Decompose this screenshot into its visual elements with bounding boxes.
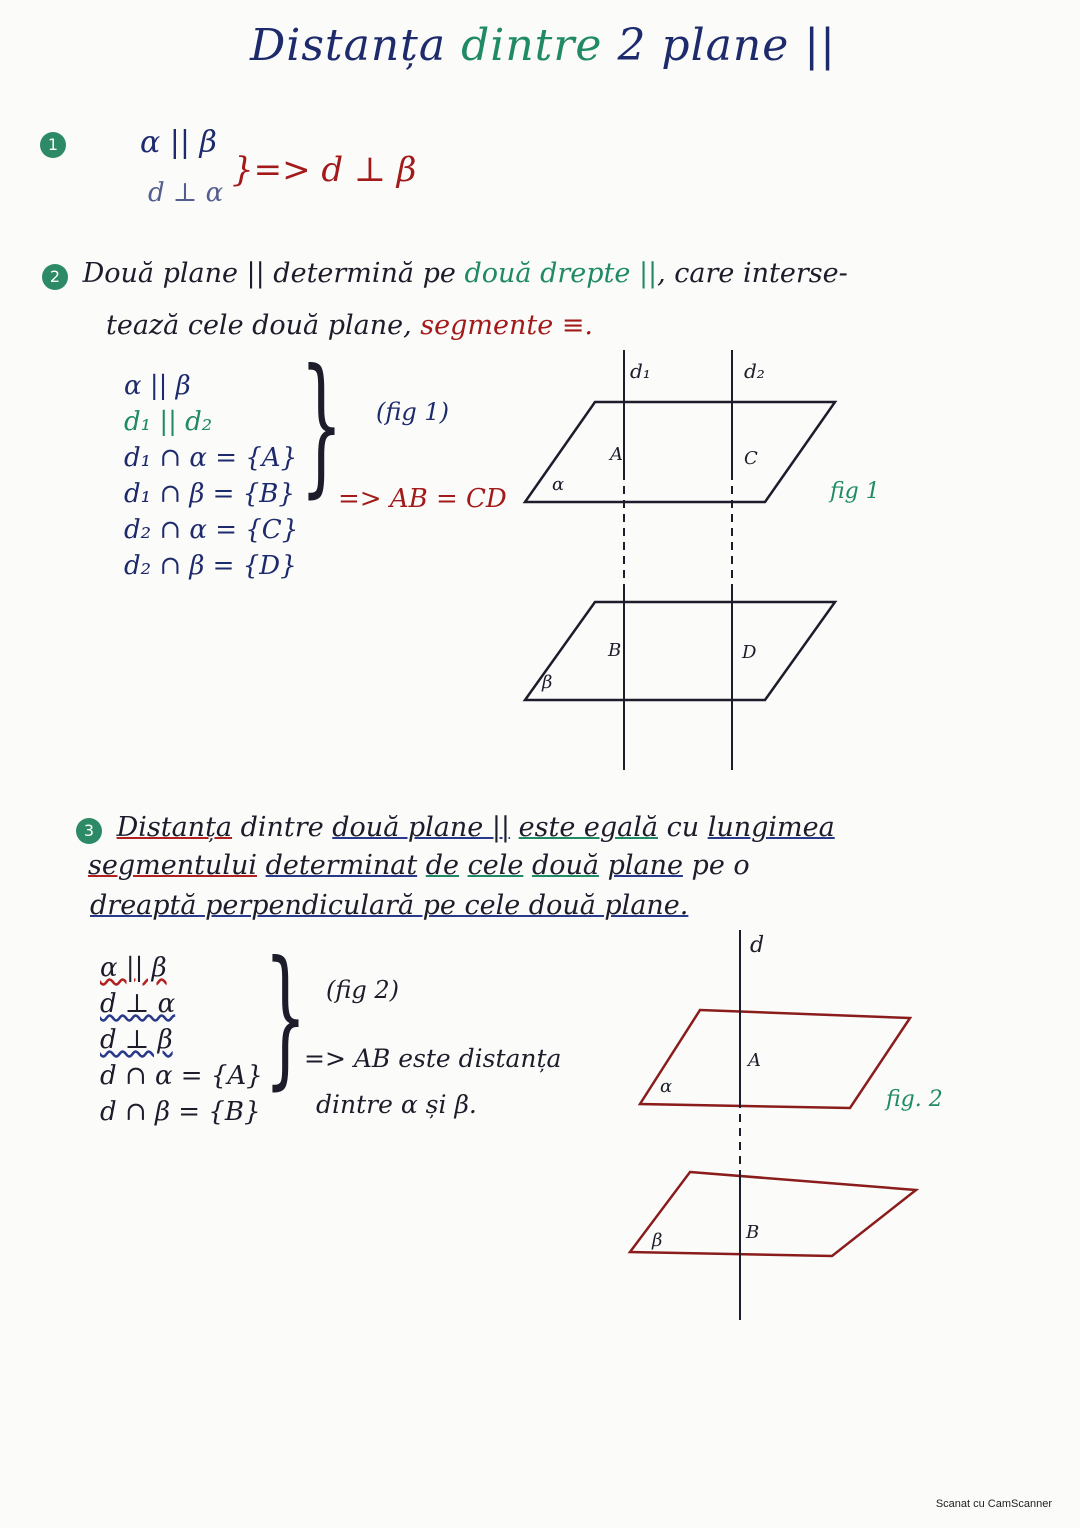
- section-2-line-2: [106, 310, 593, 341]
- condition-4: d₁ ∩ β = {B}: [124, 479, 295, 509]
- label-d1: d₁: [630, 359, 651, 383]
- title-part-1: Distanța: [250, 20, 447, 71]
- condition-6: d₂ ∩ β = {D}: [124, 551, 297, 581]
- section-2-text-a: Două plane || determină pe: [82, 258, 456, 289]
- section-3-text-1c: două plane ||: [332, 812, 511, 843]
- condition-3-4: d ∩ α = {A}: [100, 1061, 263, 1091]
- point-C: C: [744, 448, 758, 469]
- point-B-2: B: [746, 1222, 760, 1243]
- page-title: [250, 20, 836, 71]
- section-3-line-1: [76, 812, 835, 844]
- point-D: D: [742, 642, 757, 663]
- section-2-number: 2: [42, 264, 68, 290]
- figure-1: [500, 340, 940, 780]
- section-3-line-2: [88, 850, 750, 881]
- section-1-badge: [40, 132, 72, 158]
- label-alpha-2: α: [660, 1076, 673, 1097]
- condition-3: d₁ ∩ α = {A}: [124, 443, 298, 473]
- figure-2: [600, 920, 980, 1340]
- point-A-2: A: [748, 1050, 761, 1071]
- label-d2: d₂: [744, 359, 765, 383]
- section-3-text-2f: plane: [607, 850, 683, 881]
- section-1-line-2: d ⊥ α: [148, 178, 224, 208]
- label-beta: β: [542, 672, 553, 693]
- section-3-text-1a: Distanța: [116, 812, 233, 843]
- section-3-text-2a: segmentului: [88, 850, 257, 881]
- section-3-text-1d: este egală: [518, 812, 658, 843]
- label-beta-2: β: [652, 1230, 663, 1251]
- section-2-text-d: tează cele două plane,: [106, 310, 412, 341]
- plane-alpha-2: [640, 1010, 910, 1108]
- condition-3-1: α || β: [100, 953, 167, 983]
- section-2-brace: }: [300, 338, 343, 512]
- section-3-text-2e: două: [531, 850, 599, 881]
- section-3-text-2g: pe o: [691, 850, 750, 881]
- fig-1-label: fig 1: [830, 479, 880, 504]
- condition-1: α || β: [124, 371, 191, 401]
- section-2-text-c: , care interse-: [657, 258, 848, 289]
- point-B: B: [608, 640, 622, 661]
- section-2-text-b: două drepte ||: [464, 258, 658, 289]
- section-3-result-2: dintre α și β.: [316, 1090, 477, 1119]
- plane-beta: [525, 602, 835, 700]
- section-3-result-1: => AB este distanța: [304, 1044, 562, 1073]
- plane-alpha: [525, 402, 835, 502]
- point-A: A: [610, 444, 623, 465]
- label-alpha: α: [552, 474, 565, 495]
- section-3-line-3: dreaptă perpendiculară pe cele două plane.: [90, 890, 689, 921]
- section-3-brace: }: [264, 930, 307, 1104]
- scanner-footer: Scanat cu CamScanner: [935, 1498, 1052, 1510]
- section-2-text-e: segmente ≡.: [420, 310, 594, 341]
- section-3-text-1b: dintre: [240, 812, 324, 843]
- section-2-result: => AB = CD: [338, 484, 507, 514]
- section-3-text-2d: cele: [467, 850, 524, 881]
- plane-beta-2: [630, 1172, 916, 1256]
- fig-2-label: fig. 2: [886, 1087, 943, 1112]
- condition-2: d₁ || d₂: [124, 407, 213, 437]
- section-2-conditions: [124, 368, 298, 584]
- condition-3-5: d ∩ β = {B}: [100, 1097, 261, 1127]
- section-2-line-1: [42, 258, 848, 290]
- section-3-number: 3: [76, 818, 102, 844]
- condition-3-3: d ⊥ β: [100, 1025, 173, 1055]
- section-1-result: }=> d ⊥ β: [232, 150, 417, 190]
- label-d: d: [750, 933, 765, 958]
- section-1-number: 1: [40, 132, 66, 158]
- section-3-fig-ref: (fig 2): [326, 976, 399, 1004]
- title-part-2: dintre: [461, 20, 603, 71]
- section-2-fig-ref: (fig 1): [376, 398, 449, 426]
- condition-5: d₂ ∩ α = {C}: [124, 515, 299, 545]
- section-3-text-1e: cu: [666, 812, 700, 843]
- section-3-text-2c: de: [425, 850, 460, 881]
- section-3-text-1f: lungimea: [707, 812, 835, 843]
- section-1-line-1: α || β: [140, 125, 217, 160]
- section-3-text-2b: determinat: [265, 850, 418, 881]
- section-3-conditions: [100, 950, 263, 1130]
- condition-3-2: d ⊥ α: [100, 989, 176, 1019]
- title-part-3: 2 plane ||: [617, 20, 836, 71]
